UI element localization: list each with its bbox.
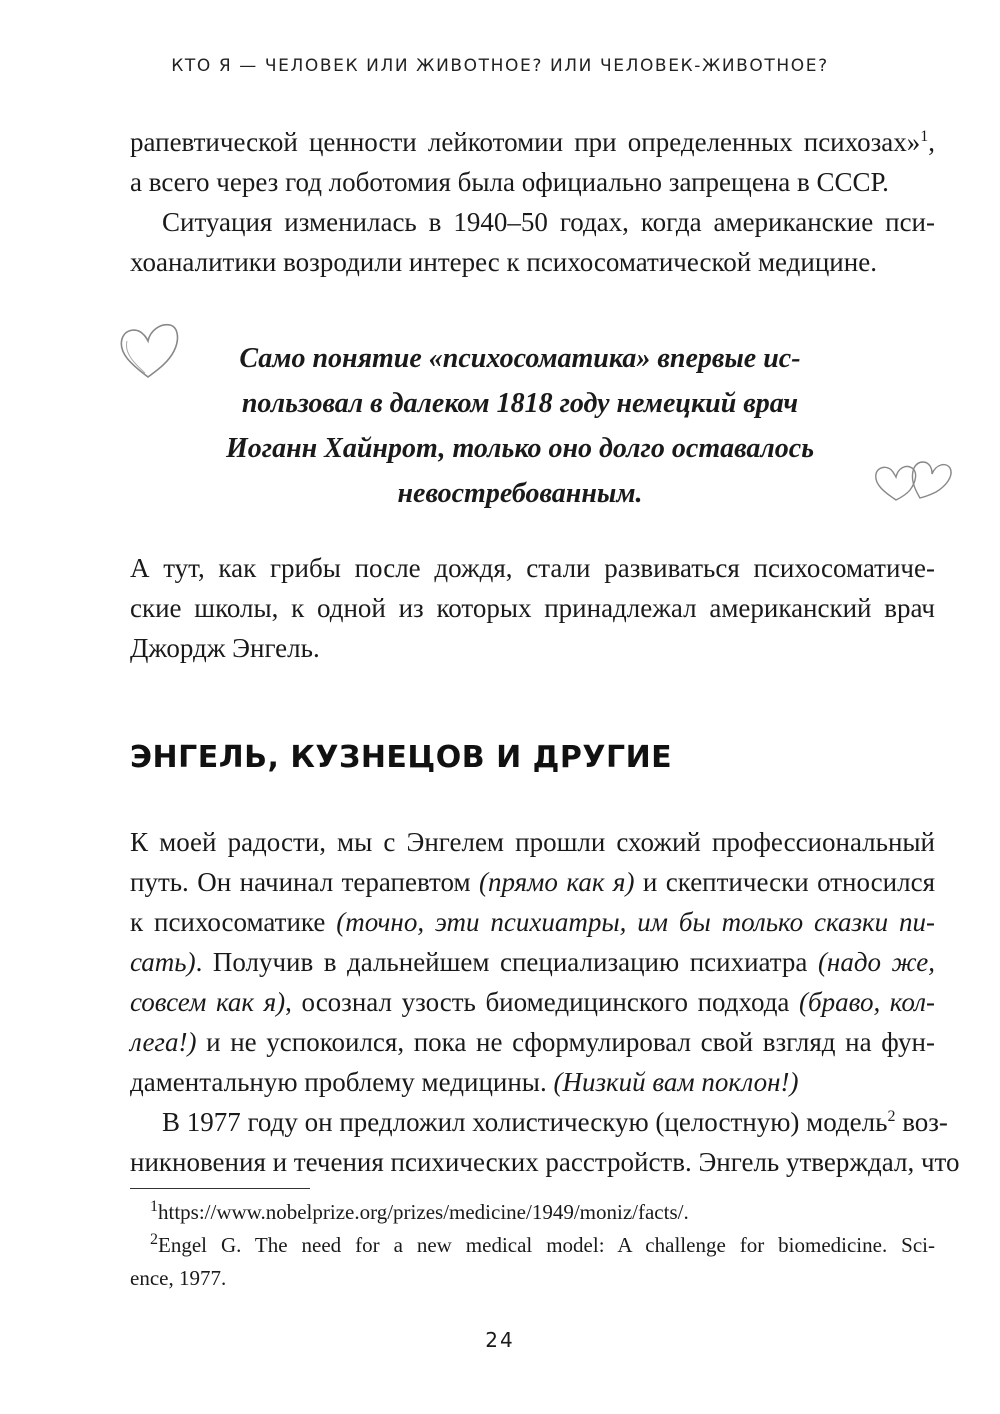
text-line: даментальную проблему медицины. (Низкий вам поклон!) (130, 1067, 799, 1097)
text-line: сать). Получив в дальнейшем специализацию психиатра (надо же, (130, 947, 935, 977)
section-heading: ЭНГЕЛЬ, КУЗНЕЦОВ И ДРУГИЕ (130, 740, 673, 775)
callout-line: невостребованным. (397, 478, 643, 509)
text-line: а всего через год лоботомия была официально запрещена в СССР. (130, 167, 889, 197)
text-line: ские школы, к одной из которых принадлежал американский врач (130, 593, 935, 623)
footnote-2: $^2$Engel G. The need for a new medical model: A challenge for biomedicine. Sci- (150, 1231, 935, 1257)
text-line: К моей радости, мы с Энгелем прошли схожий профессиональный (130, 827, 935, 857)
double-heart-icon (866, 452, 956, 508)
footnote-link[interactable]: https://www.nobelprize.org/prizes/medicine/1949/moniz/facts/. (158, 1200, 689, 1224)
footnote-divider (130, 1188, 310, 1189)
text-line: никновения и течения психических расстройств. Энгель утверждал, что (130, 1147, 960, 1177)
intro-text (130, 122, 935, 282)
text-line: совсем как я), осознал узость биомедицинского подхода (браво, кол- (130, 987, 935, 1017)
text-line: рапевтической ценности лейкотомии при определенных психозах»$^1$, (130, 127, 935, 157)
footnote-ref[interactable]: 2 (887, 1108, 896, 1125)
footnote-1: $^1$https://www.nobelprize.org/prizes/medicine/1949/moniz/facts/. (150, 1198, 689, 1224)
paragraph-after-callout (130, 548, 935, 668)
footnote-2-continued: ence, 1977. (130, 1266, 227, 1290)
footnotes (130, 1196, 935, 1295)
text-line: А тут, как грибы после дождя, стали развиваться психосоматиче- (130, 553, 935, 583)
text-line: В 1977 году он предложил холистическую (целостную) модель$^2$ воз- (162, 1107, 948, 1137)
text-line: лега!) и не успокоился, пока не сформулировал свой взгляд на фун- (130, 1027, 935, 1057)
footnote-ref[interactable]: 1 (920, 128, 929, 145)
page-number: 24 (485, 1328, 515, 1352)
text-line: к психосоматике (точно, эти психиатры, им бы только сказки пи- (130, 907, 935, 937)
callout-line: Иоганн Хайнрот, только оно долго оставалось (225, 433, 815, 464)
callout-quote (160, 336, 880, 516)
text-line: Ситуация изменилась в 1940–50 годах, когда американские пси- (162, 207, 935, 237)
text-line: путь. Он начинал терапевтом (прямо как я) и скептически относился (130, 867, 935, 897)
section-text (130, 822, 960, 1182)
callout-line: Само понятие «психосоматика» впервые ис- (239, 343, 801, 374)
running-head: КТО Я — ЧЕЛОВЕК ИЛИ ЖИВОТНОЕ? ИЛИ ЧЕЛОВЕК-ЖИВОТНОЕ? (171, 56, 829, 76)
text-line: хоаналитики возродили интерес к психосоматической медицине. (130, 247, 877, 277)
text-line: Джордж Энгель. (130, 633, 320, 663)
callout-line: пользовал в далеком 1818 году немецкий врач (241, 388, 799, 419)
